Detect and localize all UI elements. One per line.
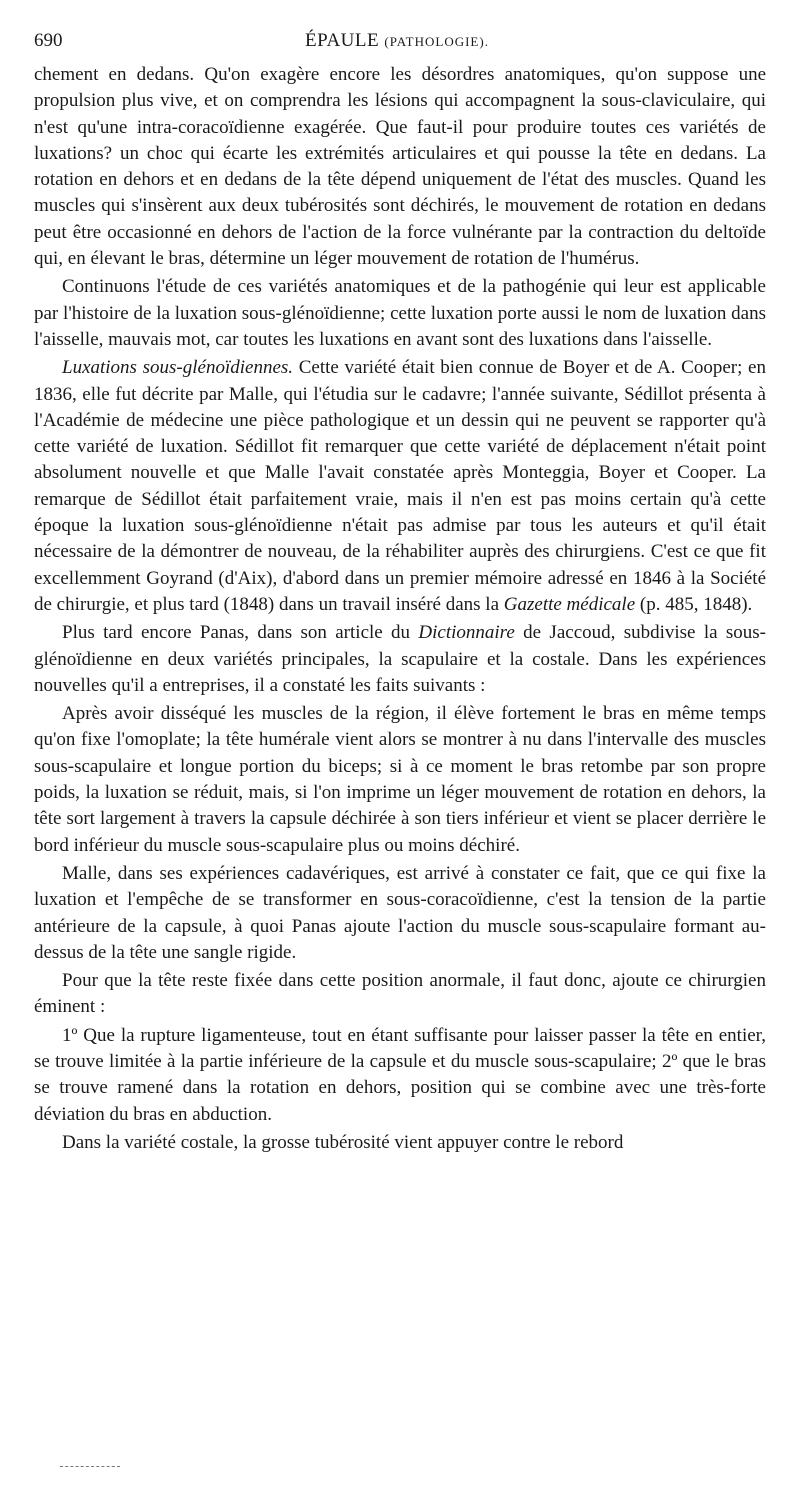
section-heading-luxations-sous-glenoidiennes: Luxations sous-glénoïdiennes. xyxy=(62,357,294,379)
running-title xyxy=(34,30,760,52)
page-number: 690 xyxy=(34,30,63,51)
journal-title: Gazette médicale xyxy=(503,593,636,615)
paragraph-3 xyxy=(34,355,766,618)
paragraph-4-text-a: Plus tard encore Panas, dans son article du xyxy=(62,622,419,644)
body-text xyxy=(34,62,766,1156)
dictionary-title: Dictionnaire xyxy=(418,622,515,644)
paragraph-7: Pour que la tête reste fixée dans cette position anormale, il faut donc, ajoute ce chirurgien éminent : xyxy=(34,970,766,1018)
running-title-main: ÉPAULE xyxy=(305,30,380,51)
paragraph-6: Malle, dans ses expériences cadavériques, est arrivé à constater ce fait, que ce qui fixe la luxation et l'empêche de se transformer en sous-coracoïdienne, c'est la tension de la partie antérieure de la capsule, à quoi Panas ajoute l'action du muscle sous-scapulaire formant au-dessus de la tête une sangle rigide. xyxy=(34,862,766,963)
paragraph-2: Continuons l'étude de ces variétés anatomiques et de la pathogénie qui leur est applicable par l'histoire de la luxation sous-glénoïdienne; cette luxation porte aussi le nom de luxation dans l'aisselle, mauvais mot, car toutes les luxations en avant sont des luxations dans l'aisselle. xyxy=(34,276,766,350)
paragraph-8: 1º Que la rupture ligamenteuse, tout en étant suffisante pour laisser passer la tête en entier, se trouve limitée à la partie inférieure de la capsule et du muscle sous-scapulaire; 2º que le bras se trouve ramené dans la rotation en dehors, position qui se combine avec une très-forte déviation du bras en abduction. xyxy=(34,1024,766,1125)
footer-rule xyxy=(60,1466,120,1467)
running-title-subtitle: (PATHOLOGIE). xyxy=(384,34,489,49)
paragraph-4 xyxy=(34,620,766,699)
paragraph-3-text-b: (p. 485, 1848). xyxy=(635,593,753,615)
running-head xyxy=(34,30,760,56)
paragraph-4-text-b: de Jaccoud, subdivise la sous-glénoïdienne en deux variétés principales, la scapulaire et la costale. Dans les expériences nouvelles qu'il a entreprises, il a constaté les faits suivants : xyxy=(34,622,767,696)
paragraph-5: Après avoir disséqué les muscles de la région, il élève fortement le bras en même temps qu'on fixe l'omoplate; la tête humérale vient alors se montrer à nu dans l'intervalle des muscles sous-scapulaire et longue portion du biceps; si à ce moment le bras retombe par son propre poids, la luxation se réduit, mais, si l'on imprime un léger mouvement de rotation en dehors, la tête sort largement à travers la capsule déchirée à son tiers inférieur et vient se placer derrière le bord inférieur du muscle sous-scapulaire plus ou moins déchiré. xyxy=(34,703,766,856)
paragraph-9: Dans la variété costale, la grosse tubérosité vient appuyer contre le rebord xyxy=(62,1131,624,1153)
paragraph-3-text-a: Cette variété était bien connue de Boyer et de A. Cooper; en 1836, elle fut décrite par Malle, qui l'étudia sur le cadavre; l'année suivante, Sédillot présenta à l'Académie de médecine une pièce pathologique et un dessin qui ne peuvent se rapporter qu'à cette variété de luxation. Sédillot fit remarquer que cette variété de déplacement n'était point absolument nouvelle et que Malle l'avait constatée après Monteggia, Boyer et Cooper. La remarque de Sédillot était parfaitement vraie, mais il n'en est pas moins certain qu'à cette époque la luxation sous-glénoïdienne n'était pas admise par tous les auteurs et qu'il était nécessaire de la démontrer de nouveau, de la réhabiliter auprès des chirurgiens. C'est ce que fit excellemment Goyrand (d'Aix), d'abord dans un premier mémoire adressé en 1846 à la Société de chirurgie, et plus tard (1848) dans un travail inséré dans la xyxy=(34,357,766,615)
paragraph-1: chement en dedans. Qu'on exagère encore les désordres anatomiques, qu'on suppose une propulsion plus vive, et on comprendra les lésions qui accompagnent la sous-claviculaire, qui n'est qu'une intra-coracoïdienne exagérée. Que faut-il pour produire toutes ces variétés de luxations? un choc qui écarte les extrémités articulaires et qui pousse la tête en dedans. La rotation en dehors et en dedans de la tête dépend uniquement de l'état des muscles. Quand les muscles qui s'insèrent aux deux tubérosités sont déchirés, le mouvement de rotation en dedans peut être occasionné en dehors de l'action de la force vulnérante par la contraction du deltoïde qui, en élevant le bras, détermine un léger mouvement de rotation de l'humérus. xyxy=(34,64,766,270)
